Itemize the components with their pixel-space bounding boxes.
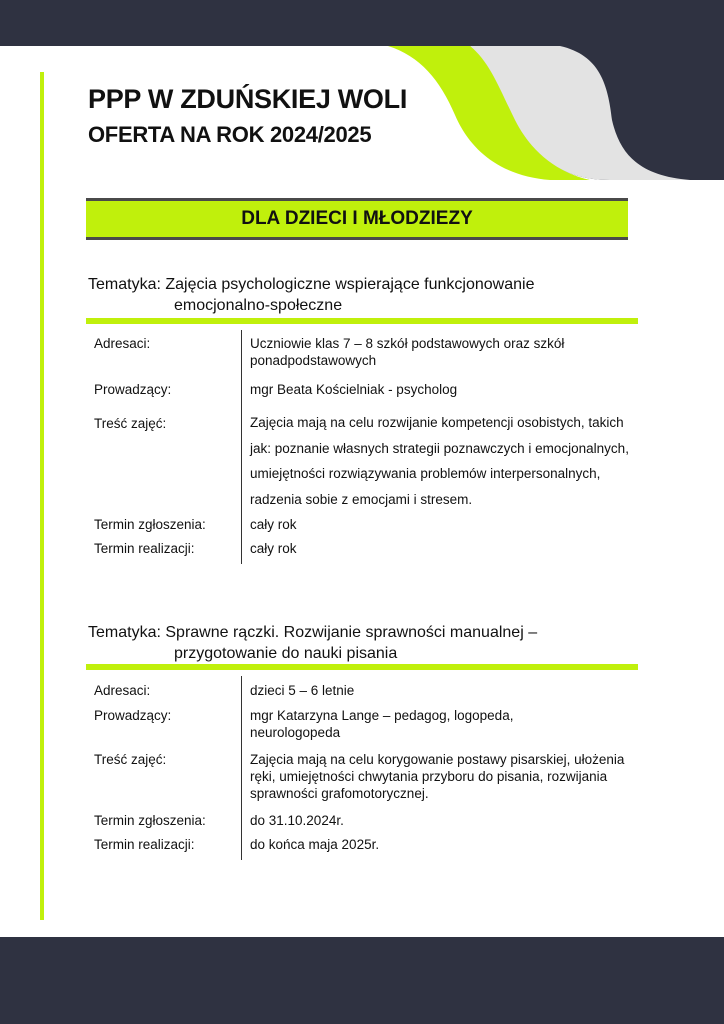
section-banner: [86, 198, 628, 240]
banner-label: DLA DZIECI I MŁODZIEZY: [241, 208, 473, 229]
row-value: do 31.10.2024r.: [250, 813, 344, 828]
row-value: Zajęcia mają na celu rozwijanie kompetencji osobistych, takich jak: poznanie własnych strategii poznawczych i emocjonalnych, umiejętności rozwiązywania problemów interpersonalnych, radzenia sobie z emocjami i stresem.: [250, 415, 629, 507]
column-divider: [241, 330, 242, 564]
page-title: PPP W ZDUŃSKIEJ WOLI: [88, 84, 408, 114]
row-value: Zajęcia mają na celu korygowanie postawy pisarskiej, ułożenia ręki, umiejętności chwytania przyboru do pisania, rozwijania sprawności grafomotorycznej.: [250, 752, 625, 801]
topic-label: Tematyka:: [88, 276, 161, 293]
row-label: Termin zgłoszenia:: [94, 813, 206, 828]
row-value: cały rok: [250, 541, 297, 556]
row-label: Termin zgłoszenia:: [94, 517, 206, 532]
row-value: dzieci 5 – 6 letnie: [250, 683, 355, 698]
row-label: Treść zajęć:: [94, 752, 167, 767]
row-value: mgr Katarzyna Lange – pedagog, logopeda, neurologopeda: [250, 708, 514, 740]
column-divider: [241, 676, 242, 860]
footer-dark-band: [0, 937, 724, 1024]
row-label: Prowadzący:: [94, 382, 172, 397]
topic-title-continuation: emocjonalno-społeczne: [174, 297, 343, 314]
row-label: Treść zajęć:: [94, 416, 167, 431]
topic-title: Sprawne rączki. Rozwijanie sprawności manualnej –: [165, 624, 538, 641]
section-separator: [86, 664, 638, 670]
left-accent-rule: [40, 72, 44, 920]
row-value: mgr Beata Kościelniak - psycholog: [250, 382, 458, 397]
row-value: Uczniowie klas 7 – 8 szkół podstawowych oraz szkół ponadpodstawowych: [250, 336, 565, 368]
row-label: Adresaci:: [94, 683, 151, 698]
topic-title: Zajęcia psychologiczne wspierające funkcjonowanie: [165, 276, 535, 293]
topic-heading: [88, 622, 537, 664]
row-value: do końca maja 2025r.: [250, 837, 380, 852]
topic-heading: [88, 274, 534, 316]
row-label: Termin realizacji:: [94, 541, 195, 556]
topic-label: Tematyka:: [88, 624, 161, 641]
row-label: Prowadzący:: [94, 708, 172, 723]
page-subtitle: OFERTA NA ROK 2024/2025: [88, 122, 372, 147]
section-separator: [86, 318, 638, 324]
row-value: cały rok: [250, 517, 297, 532]
topic-title-continuation: przygotowanie do nauki pisania: [174, 645, 398, 662]
row-label: Termin realizacji:: [94, 837, 195, 852]
row-label: Adresaci:: [94, 336, 151, 351]
